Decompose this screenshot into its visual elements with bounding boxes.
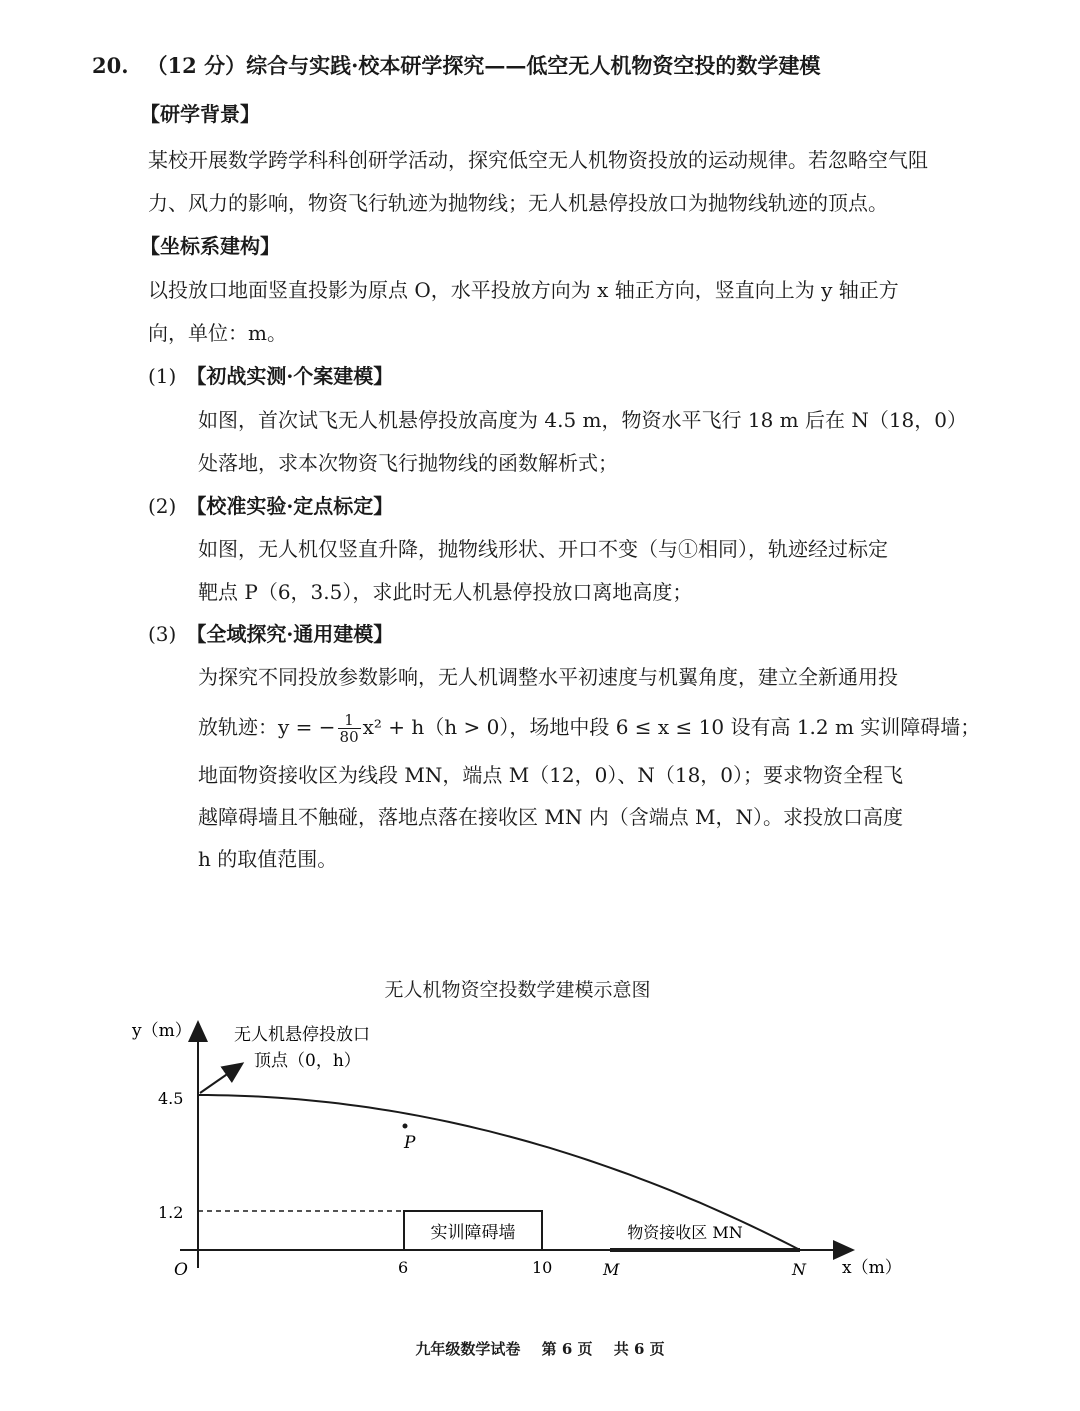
diagram-title: 无人机物资空投数学建模示意图 — [384, 979, 651, 1001]
background-heading: 【研学背景】 — [140, 102, 260, 126]
wall-label: 实训障碍墙 — [430, 1223, 516, 1243]
y-axis-label: y（m） — [132, 1021, 192, 1041]
point-n-label: N — [792, 1260, 806, 1279]
receiving-zone-label: 物资接收区 MN — [627, 1223, 743, 1242]
part3-line-5: h 的取值范围。 — [198, 847, 338, 871]
part3-formula-post: x² + h（h > 0），场地中段 6 ≤ x ≤ 10 设有高 1.2 m 实训障碍墙； — [362, 715, 981, 739]
footer-exam-name: 九年级数学试卷 — [415, 1340, 521, 1358]
part1-line-2: 处落地，求本次物资飞行抛物线的函数解析式； — [198, 451, 618, 475]
y-tick-4-5: 4.5 — [158, 1089, 184, 1108]
vertex-annotation-arrow — [200, 1068, 236, 1093]
coords-line-2: 向，单位：m。 — [148, 321, 287, 345]
fraction-numerator: 1 — [338, 712, 361, 729]
part1-heading: 【初战实测·个案建模】 — [186, 364, 394, 388]
footer-page-number: 第 6 页 — [541, 1340, 593, 1358]
part3-line-1: 为探究不同投放参数影响，无人机调整水平初速度与机翼角度，建立全新通用投 — [198, 665, 898, 689]
part2-line-2: 靶点 P（6，3.5），求此时无人机悬停投放口离地高度； — [198, 580, 693, 604]
part1-line-1: 如图，首次试飞无人机悬停投放高度为 4.5 m，物资水平飞行 18 m 后在 N（18，0） — [198, 408, 968, 432]
vertex-annotation-line-2: 顶点（0，h） — [254, 1051, 361, 1071]
vertex-annotation-line-1: 无人机悬停投放口 — [234, 1025, 370, 1045]
point-m-label: M — [603, 1260, 620, 1279]
footer-total-pages: 共 6 页 — [613, 1340, 665, 1358]
part2-heading: 【校准实验·定点标定】 — [186, 494, 394, 518]
part2-line-1: 如图，无人机仅竖直升降，抛物线形状、开口不变（与①相同），轨迹经过标定 — [198, 537, 888, 561]
point-p — [403, 1124, 408, 1129]
coords-heading: 【坐标系建构】 — [140, 234, 280, 258]
part1-number: (1) — [148, 364, 177, 388]
background-line-1: 某校开展数学跨学科科创研学活动，探究低空无人机物资投放的运动规律。若忽略空气阻 — [148, 148, 928, 172]
x-axis-label: x（m） — [842, 1258, 902, 1278]
coords-line-1: 以投放口地面竖直投影为原点 O，水平投放方向为 x 轴正方向，竖直向上为 y 轴正方 — [148, 278, 899, 302]
part2-number: (2) — [148, 494, 177, 518]
fraction-denominator: 80 — [339, 728, 359, 746]
x-tick-6: 6 — [398, 1258, 409, 1277]
x-tick-10: 10 — [532, 1258, 553, 1277]
question-number: 20. — [92, 53, 129, 78]
y-tick-1-2: 1.2 — [158, 1203, 184, 1222]
part3-line-4: 越障碍墙且不触碰，落地点落在接收区 MN 内（含端点 M，N）。求投放口高度 — [198, 805, 904, 829]
part3-formula-pre: 放轨迹：y = − — [198, 715, 336, 739]
background-line-2: 力、风力的影响，物资飞行轨迹为抛物线；无人机悬停投放口为抛物线轨迹的顶点。 — [148, 191, 888, 215]
part3-heading: 【全域探究·通用建模】 — [186, 622, 394, 646]
point-p-label: P — [404, 1133, 416, 1153]
question-title-text: （12 分）综合与实践·校本研学探究——低空无人机物资空投的数学建模 — [146, 53, 821, 78]
part3-line-3: 地面物资接收区为线段 MN，端点 M（12，0）、N（18，0）；要求物资全程飞 — [198, 763, 904, 787]
part3-number: (3) — [148, 622, 177, 646]
page-footer — [0, 1338, 1080, 1359]
origin-label: O — [174, 1260, 188, 1280]
